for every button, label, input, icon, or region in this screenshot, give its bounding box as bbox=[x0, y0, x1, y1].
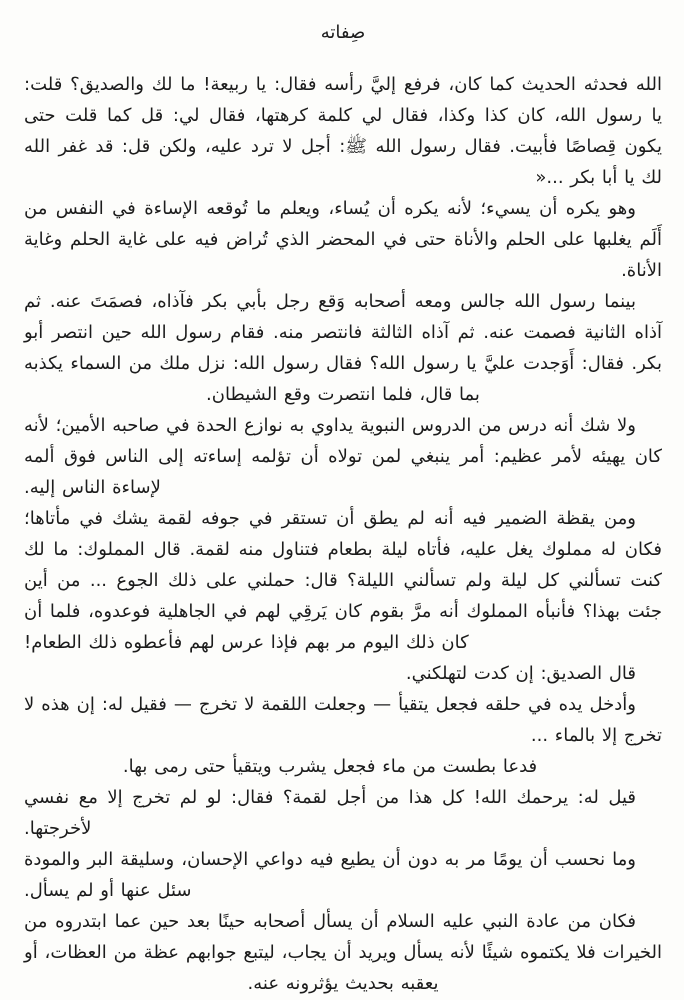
paragraph: فكان من عادة النبي عليه السلام أن يسأل أصحابه حينًا بعد حين عما ابتدروه من الخيرات فلا يكتموه شيئًا لأنه يسأل ويريد أن يجاب، ليتبع جوابهم عظة من العظات، أو يعقبه بحديث يؤثرونه عنه. bbox=[24, 911, 662, 994]
paragraph: وأدخل يده في حلقه فجعل يتقيأ — وجعلت اللقمة لا تخرج — فقيل له: إن هذه لا تخرج إلا بالماء ... bbox=[24, 694, 662, 746]
page-title: صِفاته bbox=[320, 22, 366, 43]
paragraph: ولا شك أنه درس من الدروس النبوية يداوي به نوازع الحدة في صاحبه الأمين؛ لأنه كان يهيئه لأمر عظيم: أمر ينبغي لمن تولاه أن تؤلمه إساءته إلى الناس فوق ألمه لإساءة الناس إليه. bbox=[24, 415, 662, 498]
paragraph: قال الصديق: إن كدت لتهلكني. bbox=[405, 663, 636, 684]
page-body bbox=[24, 69, 662, 999]
paragraph: فدعا بطست من ماء فجعل يشرب ويتقيأ حتى رمى بها. bbox=[122, 756, 538, 777]
paragraph: ومن يقظة الضمير فيه أنه لم يطق أن تستقر في جوفه لقمة يشك في مأتاها؛ فكان له مملوك يغل عليه، فأتاه ليلة بطعام فتناول منه لقمة. قال المملوك: ما لك كنت تسألني كل ليلة ولم تسألني الليلة؟ قال: حملني على ذلك الجوع ... من أين جئت بهذا؟ فأنبأه المملوك أنه مرَّ بقوم كان يَرقِي لهم في الجاهلية فوعدوه، فلما أن كان ذلك اليوم مر بهم فإذا عرس لهم فأعطوه ذلك الطعام! bbox=[24, 508, 662, 653]
paragraph: وما نحسب أن يومًا مر به دون أن يطيع فيه دواعي الإحسان، وسليقة البر والمودة سئل عنها أو لم يسأل. bbox=[24, 849, 636, 901]
paragraph: بينما رسول الله جالس ومعه أصحابه وَقع رجل بأبي بكر فآذاه، فصمَتَ عنه. ثم آذاه الثانية فصمت عنه. ثم آذاه الثالثة فانتصر منه. فقام رسول الله حين انتصر أبو بكر. فقال: أَوَجدت عليَّ يا رسول الله؟ فقال رسول الله: نزل ملك من السماء يكذبه بما قال، فلما انتصرت وقع الشيطان. bbox=[24, 291, 662, 405]
paragraph: الله فحدثه الحديث كما كان، فرفع إليَّ رأسه فقال: يا ربيعة! ما لك والصديق؟ قلت: يا رسول الله، كان كذا وكذا، فقال لي كلمة كرهتها، فقال لي: قل كما قلت حتى يكون قِصاصًا فأبيت. فقال رسول الله ﷺ: أجل لا ترد عليه، ولكن قل: قد غفر الله لك يا أبا بكر ...« bbox=[24, 74, 662, 188]
paragraph: وهو يكره أن يسيء؛ لأنه يكره أن يُساء، ويعلم ما تُوقعه الإساءة في النفس من أَلَم يغلبها على الحلم والأناة حتى في المحضر الذي تُراض فيه على غاية الحلم وغاية الأناة. bbox=[24, 198, 662, 281]
paragraph: قيل له: يرحمك الله! كل هذا من أجل لقمة؟ فقال: لو لم تخرج إلا مع نفسي لأخرجتها. bbox=[24, 787, 636, 839]
